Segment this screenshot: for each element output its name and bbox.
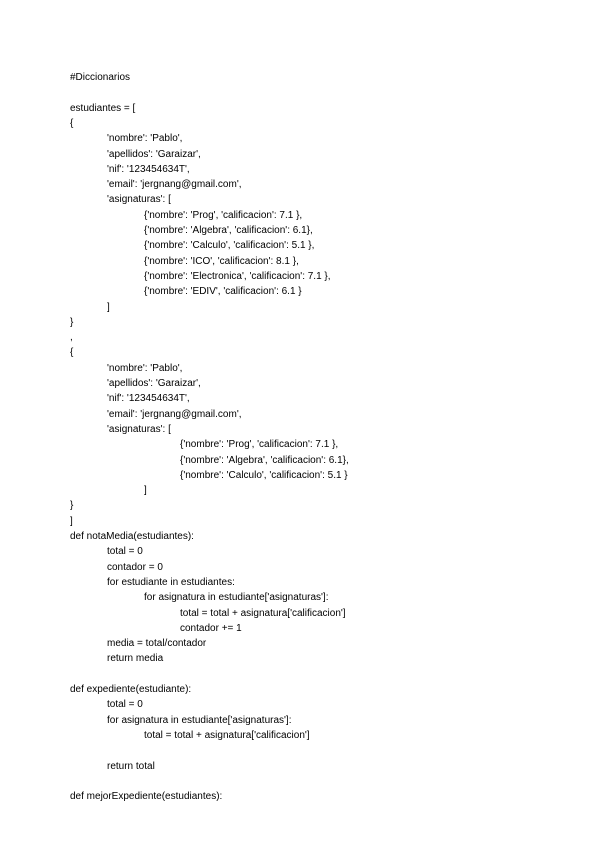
code-line: 'email': 'jergnang@gmail.com',	[107, 408, 242, 420]
code-line: total = total + asignatura['calificacion']	[180, 607, 346, 619]
code-line: {'nombre': 'ICO', 'calificacion': 8.1 },	[144, 255, 299, 267]
code-line: 'nif': '123454634T',	[107, 163, 190, 175]
code-line: {'nombre': 'Prog', 'calificacion': 7.1 },	[144, 209, 303, 221]
code-line: return total	[107, 760, 155, 772]
code-line: for asignatura in estudiante['asignaturas']:	[107, 714, 292, 726]
code-line: 'apellidos': 'Garaizar',	[107, 148, 201, 160]
code-line: {	[70, 347, 74, 359]
code-line: 'nif': '123454634T',	[107, 393, 190, 405]
code-line: return media	[107, 653, 164, 665]
code-line: total = 0	[107, 546, 143, 558]
code-line: }	[70, 316, 74, 328]
code-line: {'nombre': 'Algebra', 'calificacion': 6.1},	[180, 454, 349, 466]
code-line: total = 0	[107, 699, 143, 711]
code-line: {'nombre': 'Electronica', 'calificacion': 7.1 },	[144, 270, 331, 282]
code-line: 'asignaturas': [	[107, 423, 171, 435]
code-line: for estudiante in estudiantes:	[107, 576, 235, 588]
code-line: estudiantes = [	[70, 102, 136, 114]
code-line: {'nombre': 'EDIV', 'calificacion': 6.1 }	[144, 286, 302, 298]
code-line: {'nombre': 'Prog', 'calificacion': 7.1 },	[180, 439, 339, 451]
code-line: def mejorExpediente(estudiantes):	[70, 791, 223, 803]
code-line: 'apellidos': 'Garaizar',	[107, 378, 201, 389]
code-line: def expediente(estudiante):	[70, 684, 192, 695]
code-line: def notaMedia(estudiantes):	[70, 531, 194, 542]
code-line: 'asignaturas': [	[107, 194, 171, 206]
code-line: 'email': 'jergnang@gmail.com',	[107, 179, 242, 191]
code-line: {	[70, 117, 74, 129]
code-line: {'nombre': 'Calculo', 'calificacion': 5.1 }	[180, 469, 348, 481]
code-line: {'nombre': 'Calculo', 'calificacion': 5.1 },	[144, 240, 315, 252]
code-line: 'nombre': 'Pablo',	[107, 133, 183, 145]
code-line: contador += 1	[180, 622, 242, 634]
code-line: contador = 0	[107, 561, 163, 573]
code-line: {'nombre': 'Algebra', 'calificacion': 6.1},	[144, 225, 313, 236]
code-line: 'nombre': 'Pablo',	[107, 362, 183, 374]
code-line: for asignatura in estudiante['asignaturas']:	[144, 592, 329, 604]
code-line: media = total/contador	[107, 638, 207, 650]
code-line: #Diccionarios	[70, 72, 131, 83]
code-line: }	[70, 500, 74, 512]
code-line: ,	[70, 332, 73, 344]
code-line: ]	[107, 301, 110, 313]
code-line: total = total + asignatura['calificacion']	[144, 729, 310, 741]
code-line: ]	[144, 485, 147, 497]
code-line: ]	[70, 515, 73, 527]
